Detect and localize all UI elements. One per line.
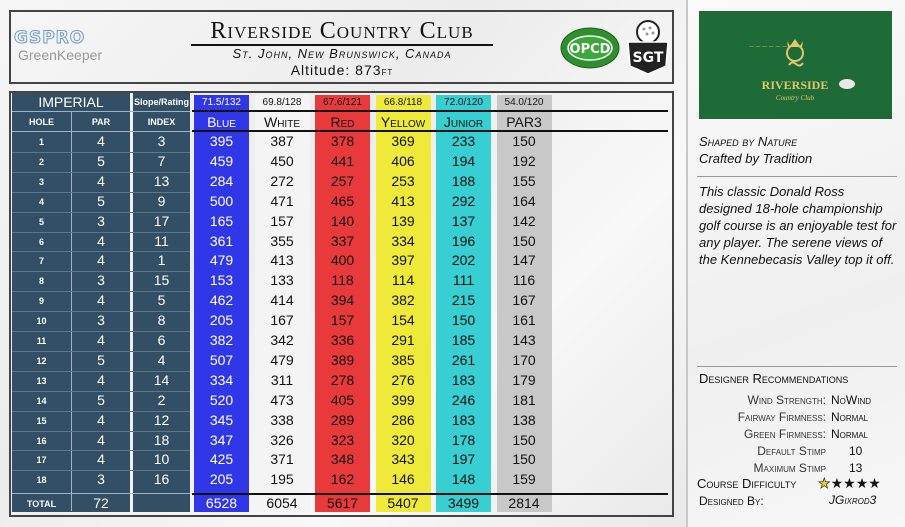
- tee-yardage: 479: [209, 252, 234, 269]
- tee-yardage: 459: [209, 152, 234, 169]
- tee-yardage: 425: [209, 451, 234, 468]
- tee-yardage: 405: [330, 391, 355, 408]
- hole-number: 12: [36, 355, 47, 366]
- opcd-badge-text: OPCD: [569, 42, 611, 57]
- recommendation-label: Maximum Stimp: [753, 461, 826, 475]
- hole-par: 3: [97, 312, 105, 329]
- tee-rating: 71.5/132: [194, 95, 249, 110]
- tee-yardage: 361: [209, 232, 234, 249]
- hole-index: 7: [157, 152, 166, 169]
- hole-number: 4: [38, 196, 44, 207]
- tee-yardage: 441: [330, 152, 355, 169]
- tee-yardage: 153: [209, 272, 234, 289]
- logo-subtitle: Country Club: [775, 94, 815, 102]
- recommendation-value: 10: [849, 444, 863, 458]
- sgt-badge-text: SGT: [632, 50, 664, 66]
- tee-name: Red: [330, 114, 355, 130]
- tee-yardage: 138: [512, 411, 536, 428]
- tee-yardage: 413: [270, 252, 294, 269]
- recommendation-label: Default Stimp: [757, 444, 826, 458]
- tee-yardage: 179: [512, 371, 536, 388]
- tee-yardage: 118: [331, 272, 354, 289]
- imperial-label: IMPERIAL: [38, 94, 104, 110]
- slope-rating-label: Slope/Rating: [133, 97, 189, 107]
- club-logo-icon: [699, 11, 892, 119]
- tee-yardage: 147: [512, 252, 536, 269]
- tee-yardage: 479: [270, 351, 294, 368]
- hole-index: 8: [157, 312, 166, 329]
- tee-yardage: 272: [270, 172, 294, 189]
- hole-par: 5: [97, 351, 105, 368]
- header-divider: [12, 111, 190, 112]
- hole-index: 3: [157, 133, 166, 149]
- tee-yardage: 195: [270, 471, 294, 488]
- hole-index: 1: [157, 252, 166, 269]
- hole-index: 18: [153, 431, 170, 448]
- tee-yardage: 202: [451, 252, 476, 269]
- tee-name-rule: [192, 130, 668, 132]
- tee-yardage: 343: [391, 451, 415, 468]
- tee-yardage: 215: [451, 292, 476, 309]
- club-title: Riverside Country Club: [191, 18, 493, 46]
- difficulty-stars: [818, 475, 881, 493]
- hole-number: 13: [36, 375, 47, 386]
- hole-index: 17: [153, 212, 170, 229]
- svg-text:— — — — — —: — — — — — —: [749, 44, 787, 50]
- tee-yardage: 342: [270, 332, 294, 348]
- hole-par: 4: [97, 431, 105, 448]
- hole-index: 6: [157, 332, 166, 348]
- tee-yardage: 116: [512, 272, 536, 289]
- tee-yardage: 167: [270, 312, 294, 329]
- recommendation-value: Normal: [831, 410, 869, 424]
- tee-total: 3499: [447, 495, 480, 511]
- tee-yardage: 473: [270, 391, 294, 408]
- tee-yardage: 148: [451, 471, 476, 488]
- tee-yardage: 165: [209, 212, 234, 229]
- hole-number: 6: [38, 236, 44, 247]
- tee-yardage: 142: [512, 212, 536, 229]
- hole-number: 9: [38, 296, 44, 307]
- opcd-badge-icon: [560, 27, 620, 69]
- tee-yardage: 183: [451, 371, 476, 388]
- tee-name: PAR3: [506, 114, 542, 130]
- tee-yardage: 137: [451, 212, 476, 229]
- tee-yardage: 394: [330, 292, 355, 309]
- tee-yardage: 292: [451, 192, 476, 209]
- hole-number: 8: [38, 276, 44, 287]
- tee-yardage: 337: [330, 232, 355, 249]
- recommendation-value: 13: [849, 461, 863, 475]
- hole-par: 4: [97, 133, 105, 149]
- tee-yardage: 338: [270, 411, 294, 428]
- club-logo: [699, 11, 892, 119]
- tee-yardage: 157: [330, 312, 355, 329]
- recommendation-value: NoWind: [831, 393, 871, 407]
- tee-yardage: 276: [391, 371, 415, 388]
- difficulty-label: Course Difficulty: [697, 476, 797, 491]
- tee-yardage: 150: [512, 451, 536, 468]
- tee-yardage: 150: [512, 232, 536, 249]
- recommendation-value: Normal: [831, 427, 869, 441]
- tee-yardage: 157: [270, 212, 294, 229]
- tee-yardage: 369: [391, 133, 415, 149]
- tee-yardage: 159: [512, 471, 536, 488]
- tee-yardage: 178: [451, 431, 476, 448]
- tee-yardage: 450: [270, 152, 294, 169]
- hole-par: 4: [97, 411, 105, 428]
- hole-index: 5: [157, 292, 166, 309]
- hole-par: 4: [97, 252, 105, 269]
- tee-yardage: 161: [512, 312, 536, 329]
- hole-number: 7: [38, 256, 44, 267]
- tee-yardage: 205: [209, 471, 234, 488]
- hole-index: 14: [153, 371, 170, 388]
- tee-yardage: 162: [330, 471, 355, 488]
- hole-par: 4: [97, 292, 105, 309]
- tee-yardage: 155: [512, 172, 536, 189]
- tagline-line2: Crafted by Tradition: [699, 151, 813, 166]
- tee-rating: 67.6/121: [315, 95, 370, 110]
- tee-yardage: 414: [270, 292, 294, 309]
- hole-number: 1: [38, 137, 44, 147]
- tee-yardage: 233: [451, 133, 476, 149]
- tee-yardage: 345: [209, 411, 234, 428]
- tee-yardage: 348: [330, 451, 355, 468]
- hole-index: 4: [157, 351, 166, 368]
- tee-yardage: 399: [391, 391, 415, 408]
- tee-total: 5407: [387, 495, 419, 511]
- hole-index: 11: [154, 232, 169, 249]
- hole-number: 11: [36, 336, 47, 346]
- tee-yardage: 465: [330, 192, 355, 209]
- tee-yardage: 334: [209, 371, 234, 388]
- hole-number: 16: [36, 435, 47, 446]
- tee-yardage: 406: [391, 152, 415, 169]
- recommendation-label: Wind Strength:: [747, 393, 826, 407]
- tee-total: 6528: [205, 495, 238, 511]
- tee-yardage: 320: [391, 431, 415, 448]
- tee-yardage: 150: [512, 133, 536, 149]
- tee-yardage: 150: [512, 431, 536, 448]
- hole-par: 3: [97, 272, 105, 289]
- designer-name: JGixrod3: [829, 493, 877, 507]
- tee-yardage: 520: [209, 391, 234, 408]
- hole-number: 18: [36, 475, 47, 486]
- tee-yardage: 111: [452, 272, 475, 289]
- tee-yardage: 140: [330, 212, 355, 229]
- tagline: [699, 133, 812, 167]
- tee-yardage: 278: [330, 371, 355, 388]
- tee-name: Blue: [207, 114, 236, 130]
- hole-par: 4: [97, 371, 105, 388]
- hole-par: 4: [97, 172, 105, 189]
- tee-yardage: 197: [451, 451, 476, 468]
- tee-yardage: 500: [209, 192, 234, 209]
- hole-number: 15: [36, 415, 47, 426]
- hole-header: HOLE: [28, 117, 54, 127]
- star-icon: ★: [818, 476, 831, 492]
- tee-yardage: 284: [209, 172, 234, 189]
- hole-par: 5: [97, 152, 105, 169]
- tee-yardage: 286: [391, 411, 415, 428]
- tee-yardage: 185: [451, 332, 476, 348]
- tee-rating: 66.8/118: [376, 95, 431, 110]
- hole-index: 16: [153, 471, 170, 488]
- course-description: This classic Donald Ross designed 18-hole championship golf course is an enjoyable test for any player. The serene views of the Kennebecasis Valley top it off.: [699, 184, 897, 267]
- logo-name: RIVERSIDE: [761, 78, 829, 92]
- greenkeeper-label: GreenKeeper: [18, 47, 103, 63]
- tee-yardage: 378: [330, 133, 355, 149]
- tagline-divider: [697, 176, 897, 177]
- recommendations-divider: [697, 366, 897, 367]
- hole-par: 4: [97, 451, 105, 468]
- hole-number: 17: [36, 455, 47, 466]
- hole-par: 4: [97, 232, 105, 249]
- sgt-badge-icon: [626, 18, 670, 76]
- tee-yardage: 371: [270, 451, 294, 468]
- tee-yardage: 471: [270, 192, 294, 209]
- tee-yardage: 347: [209, 431, 234, 448]
- recommendation-label: Fairway Firmness:: [737, 410, 826, 424]
- star-icon: ★: [843, 476, 856, 492]
- tee-yardage: 291: [391, 332, 415, 348]
- total-label: TOTAL: [26, 499, 57, 509]
- hole-number: 3: [38, 176, 44, 187]
- tee-total: 6054: [266, 495, 298, 511]
- hole-par: 5: [97, 391, 105, 408]
- total-par: 72: [93, 495, 109, 511]
- tee-yardage: 289: [330, 411, 355, 428]
- tee-header-rule: [192, 110, 668, 112]
- tee-yardage: 323: [330, 431, 355, 448]
- header-divider: [12, 131, 190, 132]
- hole-par: 4: [97, 332, 105, 348]
- tee-yardage: 355: [270, 232, 294, 249]
- tee-yardage: 146: [391, 471, 415, 488]
- recommendation-label: Green Firmness:: [743, 427, 826, 441]
- hole-number: 2: [38, 156, 44, 167]
- tee-yardage: 192: [512, 152, 536, 169]
- hole-index: 10: [153, 451, 170, 468]
- tee-yardage: 194: [451, 152, 476, 169]
- star-icon: ★: [830, 476, 844, 492]
- club-location: St. John, New Brunswick, Canada: [232, 46, 452, 61]
- tee-yardage: 395: [209, 133, 234, 149]
- star-icon: ★: [855, 476, 869, 492]
- tee-yardage: 397: [391, 252, 415, 269]
- tee-yardage: 385: [391, 351, 415, 368]
- tee-name: White: [264, 114, 300, 130]
- tee-yardage: 462: [209, 292, 234, 309]
- tee-yardage: 167: [512, 292, 536, 309]
- tee-rating: 72.0/120: [436, 95, 491, 110]
- tee-yardage: 334: [391, 232, 415, 249]
- tee-yardage: 413: [391, 192, 415, 209]
- tee-yardage: 382: [391, 292, 415, 309]
- tee-yardage: 188: [451, 172, 476, 189]
- hole-index: 2: [157, 391, 166, 408]
- tee-yardage: 261: [451, 351, 476, 368]
- tee-yardage: 139: [391, 212, 415, 229]
- tee-yardage: 389: [330, 351, 355, 368]
- tee-yardage: 196: [451, 232, 476, 249]
- club-altitude: Altitude: 873ft: [290, 62, 394, 78]
- tee-yardage: 253: [391, 172, 415, 189]
- tee-yardage: 133: [270, 272, 294, 289]
- tee-yardage: 311: [270, 371, 294, 388]
- tee-yardage: 257: [330, 172, 355, 189]
- tee-yardage: 114: [391, 272, 415, 289]
- tee-name: Yellow: [380, 114, 426, 130]
- tee-yardage: 400: [330, 252, 355, 269]
- hole-par: 3: [97, 212, 105, 229]
- tee-yardage: 326: [270, 431, 294, 448]
- hole-par: 3: [97, 471, 105, 488]
- tee-yardage: 246: [451, 391, 476, 408]
- tee-yardage: 143: [512, 332, 536, 348]
- tee-yardage: 507: [209, 351, 234, 368]
- hole-index: 12: [153, 411, 170, 428]
- tee-yardage: 336: [330, 332, 355, 348]
- tagline-line1: Shaped by Nature: [699, 134, 798, 149]
- tee-name: Junior: [443, 114, 484, 130]
- tee-yardage: 170: [512, 351, 536, 368]
- hole-index: 13: [153, 172, 170, 189]
- hole-number: 14: [36, 395, 47, 406]
- total-divider: [12, 493, 190, 494]
- tee-yardage: 150: [451, 312, 476, 329]
- tee-total: 2814: [508, 495, 540, 511]
- hole-index: 9: [157, 192, 166, 209]
- total-rule: [192, 493, 668, 495]
- hole-number: 5: [38, 216, 44, 227]
- tee-yardage: 382: [209, 332, 234, 348]
- tee-yardage: 387: [270, 133, 294, 149]
- tee-rating: 69.8/128: [255, 95, 310, 110]
- tee-total: 5617: [326, 495, 359, 511]
- hole-index: 15: [153, 272, 170, 289]
- tee-rating: 54.0/120: [497, 95, 552, 110]
- star-icon: ★: [868, 476, 881, 492]
- designed-by-label: Designed By:: [699, 494, 764, 508]
- index-header: INDEX: [147, 117, 176, 127]
- tee-yardage: 181: [512, 391, 536, 408]
- recommendations-title: Designer Recommendations: [699, 371, 849, 386]
- tee-yardage: 205: [209, 312, 234, 329]
- tee-yardage: 183: [451, 411, 476, 428]
- par-header: PAR: [91, 117, 111, 127]
- gspro-logo: GSPRO: [14, 28, 86, 48]
- tee-yardage: 164: [512, 192, 536, 209]
- hole-number: 10: [36, 316, 47, 327]
- hole-par: 5: [97, 192, 105, 209]
- tee-yardage: 154: [391, 312, 415, 329]
- difficulty-row: [697, 476, 796, 491]
